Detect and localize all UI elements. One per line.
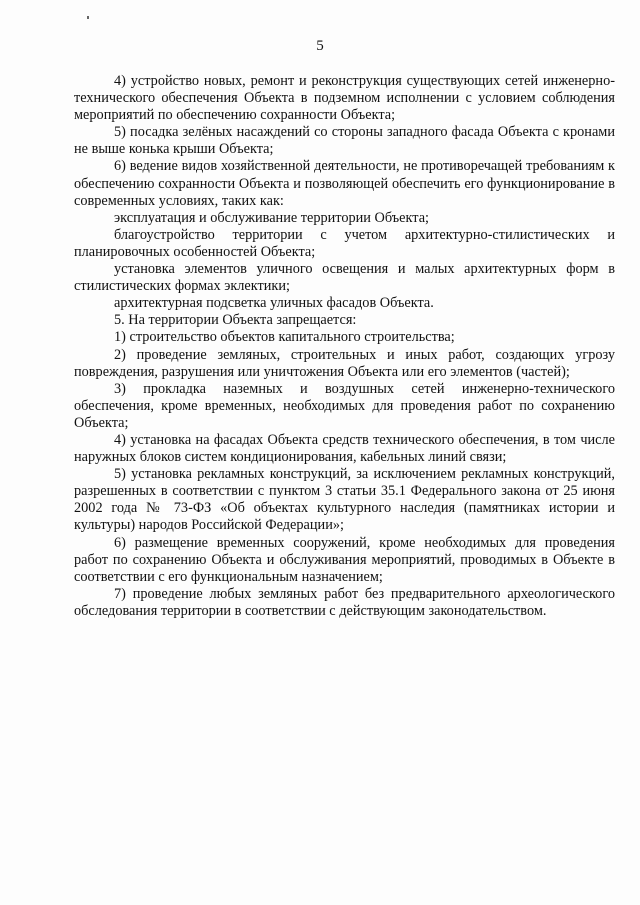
paragraph: эксплуатация и обслуживание территории Объекта; (114, 209, 430, 226)
paragraph: 4) установка на фасадах Объекта средств технического обеспечения, в том числе наружных блоков систем кондиционирования, кабельных линий связи; (74, 431, 615, 466)
paragraph: 1) строительство объектов капитального строительства; (114, 329, 455, 346)
paragraph: 2) проведение земляных, строительных и иных работ, создающих угрозу повреждения, разрушения или уничтожения Объекта или его элементов (частей); (74, 346, 615, 380)
paragraph: 6) ведение видов хозяйственной деятельности, не противоречащей требованиям к обеспечению сохранности Объекта и позволяющей обеспечить его функционирование в современных условиях, таких как: (74, 158, 615, 209)
document-body (74, 73, 615, 620)
paragraph: 3) прокладка наземных и воздушных сетей инженерно-технического обеспечения, кроме временных, необходимых для проведения работ по сохранению Объекта; (74, 380, 615, 431)
paragraph: 4) устройство новых, ремонт и реконструкция существующих сетей инженерно-технического обеспечения Объекта в подземном исполнении с условием соблюдения мероприятий по обеспечению сохранности Объекта; (74, 73, 615, 124)
paragraph: 7) проведение любых земляных работ без предварительного археологического обследования территории в соответствии с действующим законодательством. (74, 585, 615, 619)
paragraph: установка элементов уличного освещения и малых архитектурных форм в стилистических формах эклектики; (74, 261, 615, 295)
paragraph: 5) посадка зелёных насаждений со стороны западного фасада Объекта с кронами не выше конька крыши Объекта; (74, 124, 615, 158)
paragraph: 5) установка рекламных конструкций, за исключением рекламных конструкций, разрешенных в соответствии с пунктом 3 статьи 35.1 Федерального закона от 25 июня 2002 года № 73-ФЗ «Об объектах культурного наследия (памятниках истории и культуры) народов Российской Федерации»; (74, 466, 615, 534)
paragraph: архитектурная подсветка уличных фасадов Объекта. (114, 295, 434, 312)
paragraph: 6) размещение временных сооружений, кроме необходимых для проведения работ по сохранению Объекта и обслуживания мероприятий, проводимых в Объекте в соответствии с его функциональным назначением; (74, 534, 615, 585)
paragraph: благоустройство территории с учетом архитектурно-стилистических и планировочных особенностей Объекта; (74, 226, 615, 260)
page-number: 5 (316, 38, 324, 54)
section-heading: 5. На территории Объекта запрещается: (114, 312, 357, 329)
scan-speck (87, 16, 89, 19)
